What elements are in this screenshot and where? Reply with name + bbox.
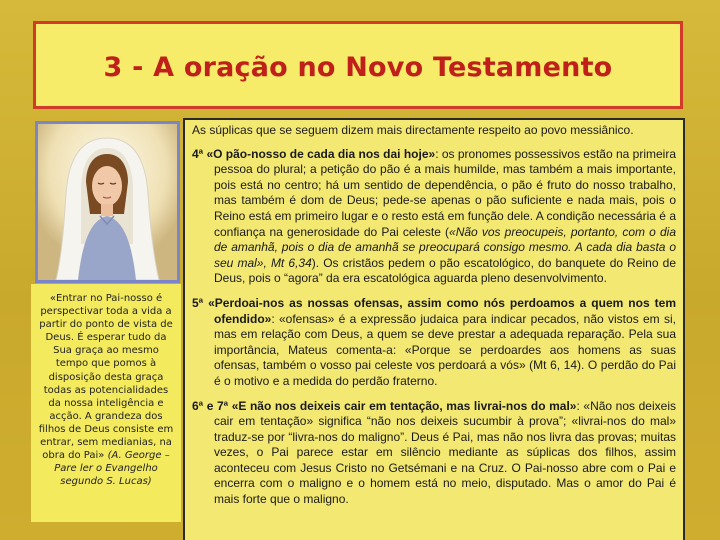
intro-paragraph: As súplicas que se seguem dizem mais directamente respeito ao povo messiânico. (192, 123, 634, 137)
petition-4-tail: ). Os cristãos pedem o pão escatológico, do banquete do Reino de Deus, pois o “agora” da era escatológica aguarda pleno desenvolvimento. (214, 255, 676, 286)
petition-6-7-paragraph (192, 399, 676, 508)
title-banner (33, 21, 683, 109)
side-quote-citation: (A. George – Pare ler o Evangelho segundo S. Lucas) (54, 450, 170, 488)
main-text (192, 123, 676, 517)
main-text-box (183, 118, 685, 540)
petition-4-quote: «Não vos preocupeis, portanto, com o dia de amanhã, pois o dia de amanhã se preocupará consigo mesmo. A cada dia basta o seu mal», Mt 6,34 (214, 224, 676, 270)
petition-5-body: : «ofensas» é a expressão judaica para indicar pecados, não vistos em si, mas em relação com Deus, a quem se deve prestar a adequada reparação. Pela sua importância, Mateus comenta-a: «Porque se perdoardes aos homens as suas ofensas, também o vosso pai celeste vos perdoará a vós» (Mt 6, 14). O perdão do Pai é o motivo e a medida do perdão fraterno. (214, 311, 676, 388)
side-quote-box (31, 284, 181, 522)
virgin-mary-portrait (35, 121, 180, 283)
side-quote (36, 292, 176, 488)
portrait-illustration (38, 124, 177, 280)
side-quote-text: «Entrar no Pai-nosso é perspectivar toda a vida a partir do ponto de vista de Deus. É esperar tudo da Sua graça ao mesmo tempo que pomos à disposição desta graça todas as potencialidades da nossa inteligência e acção. A grandeza dos filhos de Deus consiste em entrar, sem medianias, na obra do Pai» (38, 293, 174, 462)
petition-6-7-body: : «Não nos deixeis cair em tentação» significa “não nos deixeis sucumbir à prova”; «livrai-nos do mal» traduz-se por “livra-nos do maligno”. Deus é Pai, mas não nos livra das provas; muitas vezes, o Pai parece estar em silêncio mediante as súplicas dos filhos, assim aconteceu com Jesus Cristo no Getsémani e na Cruz. O Pai-nosso abre com o Pai e encerra com o maligno e o homem está no meio, disputado. Mas o amor do Pai é mais forte que o maligno. (214, 398, 676, 507)
petition-5-heading: 5ª «Perdoai-nos as nossas ofensas, assim como nós perdoamos a quem nos tem ofendido» (192, 295, 676, 326)
petition-4-body: : os pronomes possessivos estão na primeira pessoa do plural; a petição do pão é a mais humilde, mas também a mais importante, pois está no centro; há um sentido de dependência, o pão é fruto do nosso trabalho, mas também é dom de Deus; pede-se apenas o pão suficiente e nada mais, pois o Reino está em primeiro lugar e o resto está em função dele. A condição necessária é a confiança na generosidade do Pai celeste ( (214, 146, 677, 239)
petition-4-heading: 4ª «O pão-nosso de cada dia nos dai hoje» (192, 146, 436, 161)
slide-title: 3 - A oração no Novo Testamento (103, 52, 613, 83)
petition-6-7-heading: 6ª e 7ª «E não nos deixeis cair em tentação, mas livrai-nos do mal» (192, 398, 577, 413)
petition-4-paragraph (192, 147, 676, 287)
petition-5-paragraph (192, 296, 676, 390)
